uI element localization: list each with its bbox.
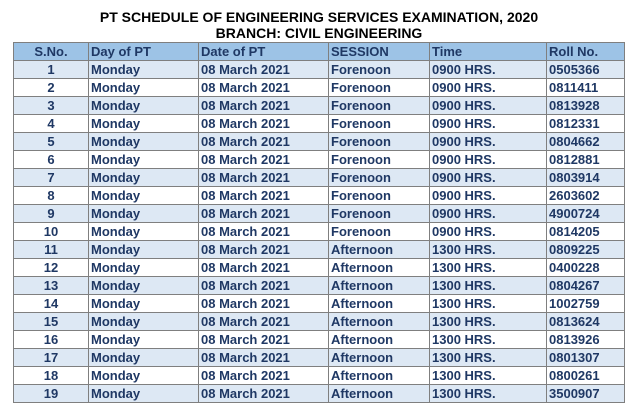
cell-time: 1300 HRS. [430,331,547,349]
cell-sno: 6 [14,151,89,169]
table-body [14,61,625,403]
column-header-day: Day of PT [89,43,199,61]
cell-roll-no: 0804662 [547,133,625,151]
cell-roll-no: 0812881 [547,151,625,169]
cell-roll-no: 0811411 [547,79,625,97]
cell-sno: 7 [14,169,89,187]
schedule-table [13,42,625,403]
cell-session: Afternoon [329,385,430,403]
table-row [14,223,625,241]
cell-session: Afternoon [329,295,430,313]
cell-roll-no: 1002759 [547,295,625,313]
cell-date: 08 March 2021 [199,367,329,385]
cell-date: 08 March 2021 [199,331,329,349]
document-title: PT SCHEDULE OF ENGINEERING SERVICES EXAMINATION, 2020 [99,9,539,25]
cell-session: Afternoon [329,349,430,367]
cell-session: Forenoon [329,151,430,169]
cell-roll-no: 4900724 [547,205,625,223]
cell-date: 08 March 2021 [199,349,329,367]
table-row [14,205,625,223]
cell-roll-no: 0813624 [547,313,625,331]
cell-day: Monday [89,151,199,169]
cell-time: 0900 HRS. [430,115,547,133]
cell-day: Monday [89,79,199,97]
cell-date: 08 March 2021 [199,277,329,295]
cell-session: Afternoon [329,241,430,259]
cell-roll-no: 0812331 [547,115,625,133]
cell-date: 08 March 2021 [199,295,329,313]
cell-date: 08 March 2021 [199,259,329,277]
cell-sno: 5 [14,133,89,151]
cell-sno: 9 [14,205,89,223]
cell-time: 0900 HRS. [430,61,547,79]
table-row [14,259,625,277]
cell-session: Afternoon [329,259,430,277]
cell-date: 08 March 2021 [199,79,329,97]
cell-sno: 16 [14,331,89,349]
cell-time: 0900 HRS. [430,223,547,241]
cell-time: 0900 HRS. [430,79,547,97]
column-header-session: SESSION [329,43,430,61]
cell-day: Monday [89,259,199,277]
table-row [14,187,625,205]
cell-date: 08 March 2021 [199,187,329,205]
cell-sno: 1 [14,61,89,79]
cell-roll-no: 0804267 [547,277,625,295]
cell-date: 08 March 2021 [199,61,329,79]
cell-date: 08 March 2021 [199,97,329,115]
cell-session: Forenoon [329,133,430,151]
cell-roll-no: 0813926 [547,331,625,349]
cell-time: 1300 HRS. [430,367,547,385]
cell-roll-no: 0801307 [547,349,625,367]
cell-date: 08 March 2021 [199,241,329,259]
table-row [14,115,625,133]
table-row [14,241,625,259]
cell-roll-no: 0400228 [547,259,625,277]
table-row [14,295,625,313]
column-header-time: Time [430,43,547,61]
column-header-roll-no: Roll No. [547,43,625,61]
table-row [14,313,625,331]
cell-session: Forenoon [329,187,430,205]
cell-date: 08 March 2021 [199,169,329,187]
table-header-row [14,43,625,61]
cell-day: Monday [89,187,199,205]
cell-sno: 10 [14,223,89,241]
cell-session: Forenoon [329,79,430,97]
cell-roll-no: 0505366 [547,61,625,79]
cell-session: Afternoon [329,313,430,331]
cell-day: Monday [89,169,199,187]
cell-day: Monday [89,367,199,385]
table-row [14,277,625,295]
cell-sno: 14 [14,295,89,313]
cell-time: 1300 HRS. [430,385,547,403]
table-row [14,133,625,151]
cell-session: Afternoon [329,367,430,385]
cell-date: 08 March 2021 [199,313,329,331]
cell-date: 08 March 2021 [199,115,329,133]
table-row [14,349,625,367]
cell-roll-no: 0813928 [547,97,625,115]
cell-time: 0900 HRS. [430,133,547,151]
cell-sno: 18 [14,367,89,385]
table-row [14,79,625,97]
cell-day: Monday [89,241,199,259]
cell-day: Monday [89,385,199,403]
table-row [14,97,625,115]
cell-roll-no: 2603602 [547,187,625,205]
cell-time: 1300 HRS. [430,349,547,367]
cell-session: Afternoon [329,331,430,349]
cell-roll-no: 0809225 [547,241,625,259]
cell-sno: 12 [14,259,89,277]
cell-sno: 8 [14,187,89,205]
cell-sno: 11 [14,241,89,259]
cell-session: Forenoon [329,205,430,223]
cell-roll-no: 0814205 [547,223,625,241]
cell-sno: 19 [14,385,89,403]
cell-day: Monday [89,331,199,349]
cell-day: Monday [89,295,199,313]
cell-day: Monday [89,133,199,151]
cell-session: Forenoon [329,169,430,187]
table-row [14,61,625,79]
cell-session: Forenoon [329,97,430,115]
cell-day: Monday [89,205,199,223]
cell-session: Afternoon [329,277,430,295]
cell-day: Monday [89,223,199,241]
cell-day: Monday [89,313,199,331]
cell-session: Forenoon [329,223,430,241]
table-row [14,169,625,187]
cell-day: Monday [89,349,199,367]
cell-day: Monday [89,97,199,115]
cell-time: 0900 HRS. [430,151,547,169]
table-row [14,367,625,385]
cell-date: 08 March 2021 [199,223,329,241]
column-header-date: Date of PT [199,43,329,61]
cell-date: 08 March 2021 [199,205,329,223]
cell-day: Monday [89,115,199,133]
cell-time: 1300 HRS. [430,313,547,331]
cell-roll-no: 3500907 [547,385,625,403]
cell-time: 0900 HRS. [430,205,547,223]
cell-time: 0900 HRS. [430,187,547,205]
cell-roll-no: 0800261 [547,367,625,385]
cell-date: 08 March 2021 [199,151,329,169]
cell-day: Monday [89,61,199,79]
cell-sno: 15 [14,313,89,331]
cell-roll-no: 0803914 [547,169,625,187]
cell-date: 08 March 2021 [199,133,329,151]
cell-time: 0900 HRS. [430,169,547,187]
table-row [14,151,625,169]
table-row [14,331,625,349]
cell-date: 08 March 2021 [199,385,329,403]
cell-session: Forenoon [329,61,430,79]
cell-sno: 17 [14,349,89,367]
cell-session: Forenoon [329,115,430,133]
cell-sno: 2 [14,79,89,97]
cell-time: 1300 HRS. [430,295,547,313]
cell-time: 1300 HRS. [430,277,547,295]
cell-time: 0900 HRS. [430,97,547,115]
cell-sno: 4 [14,115,89,133]
cell-time: 1300 HRS. [430,259,547,277]
cell-day: Monday [89,277,199,295]
document-header [0,0,638,41]
column-header-sno: S.No. [14,43,89,61]
cell-sno: 3 [14,97,89,115]
cell-sno: 13 [14,277,89,295]
cell-time: 1300 HRS. [430,241,547,259]
document-subtitle: BRANCH: CIVIL ENGINEERING [215,25,423,41]
